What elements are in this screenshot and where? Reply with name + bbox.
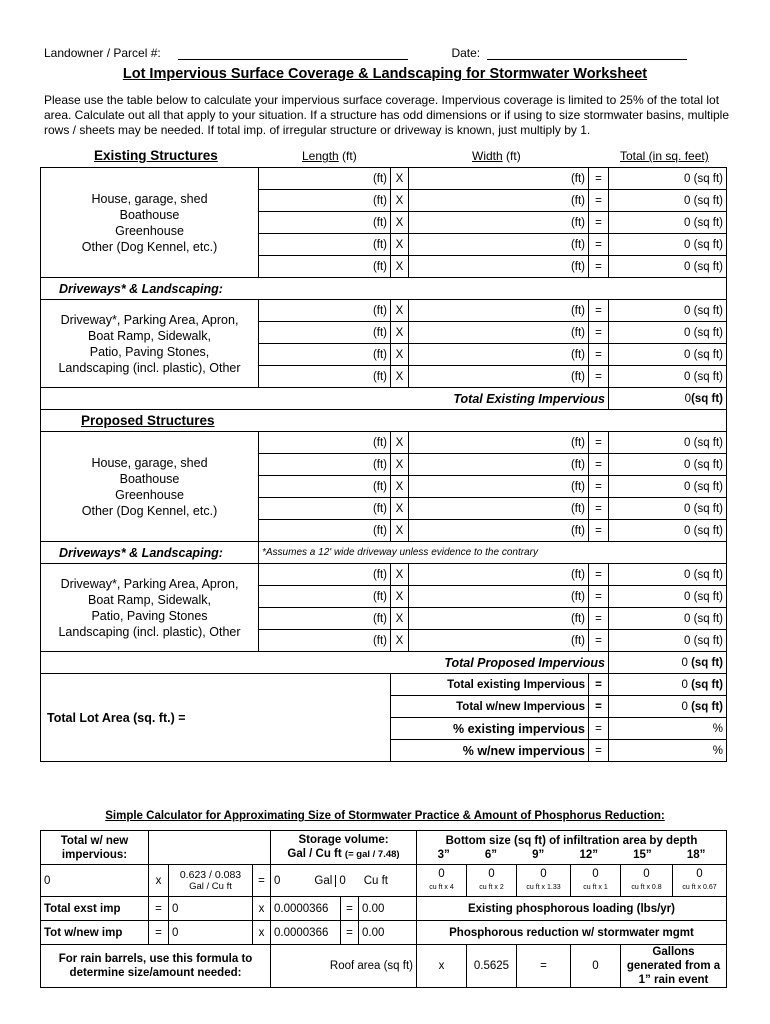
row-total: 0 (sq ft) bbox=[609, 476, 727, 498]
total-lot-area-label[interactable]: Total Lot Area (sq. ft.) = bbox=[41, 674, 391, 762]
depth-value-15: 0 cu ft x 0.8 bbox=[621, 865, 673, 897]
table-row: (ft) X (ft) = 0 (sq ft) bbox=[41, 454, 727, 476]
total-new-value[interactable]: 0 bbox=[41, 865, 149, 897]
length-input[interactable]: (ft) bbox=[259, 322, 391, 344]
proposed-driveways-heading-row bbox=[41, 542, 727, 564]
proposed-structures-heading: Proposed Structures bbox=[41, 410, 727, 432]
table-row: (ft) X (ft) = 0 (sq ft) bbox=[41, 476, 727, 498]
storage-value: 0 Gal 0 Cu ft bbox=[271, 865, 417, 897]
new-imp-row: Tot w/new imp = 0 x 0.0000366 = 0.00 Phosphorous reduction w/ stormwater mgmt bbox=[41, 921, 727, 945]
table-row: (ft) X (ft) = 0 (sq ft) bbox=[41, 630, 727, 652]
width-input[interactable]: (ft) bbox=[409, 498, 589, 520]
driveway-note: *Assumes a 12' wide driveway unless evidence to the contrary bbox=[259, 542, 727, 564]
depth-value-18: 0 cu ft x 0.67 bbox=[673, 865, 727, 897]
calc-header-row bbox=[41, 831, 727, 865]
landowner-label: Landowner / Parcel #: bbox=[44, 46, 161, 60]
length-input[interactable]: (ft) bbox=[259, 366, 391, 388]
phos-reduction-label: Phosphorous reduction w/ stormwater mgmt bbox=[417, 921, 727, 945]
width-input[interactable]: (ft) bbox=[409, 454, 589, 476]
length-input[interactable]: (ft) bbox=[259, 190, 391, 212]
table-row: (ft) X (ft) = 0 (sq ft) bbox=[41, 586, 727, 608]
summary-row: Total Lot Area (sq. ft.) = Total existing Impervious = 0 (sq ft) bbox=[41, 674, 727, 696]
total-proposed-label: Total Proposed Impervious bbox=[41, 652, 609, 674]
row-total: 0 (sq ft) bbox=[609, 168, 727, 190]
row-total: 0 (sq ft) bbox=[609, 608, 727, 630]
pct-existing-label: % existing impervious bbox=[391, 718, 589, 740]
length-input[interactable]: (ft) bbox=[259, 630, 391, 652]
length-input[interactable]: (ft) bbox=[259, 454, 391, 476]
length-input[interactable]: (ft) bbox=[259, 564, 391, 586]
total-new-imp-value: 0 (sq ft) bbox=[609, 696, 727, 718]
table-row: (ft) X (ft) = 0 (sq ft) bbox=[41, 344, 727, 366]
summary-row: % w/new impervious = % bbox=[41, 740, 727, 762]
table-row: (ft) X (ft) = 0 (sq ft) bbox=[41, 234, 727, 256]
bottom-size-header: Bottom size (sq ft) of infiltration area by depth 3” 6” 9” 12” 15” 18” bbox=[417, 831, 727, 865]
proposed-driveways-desc: Driveway*, Parking Area, Apron, Boat Ramp, Sidewalk, Patio, Paving Stones Landscaping (incl. plastic), Other bbox=[41, 564, 259, 652]
existing-structures-heading: Existing Structures bbox=[94, 148, 218, 163]
existing-phos-label: Existing phosphorous loading (lbs/yr) bbox=[417, 897, 727, 921]
row-total: 0 (sq ft) bbox=[609, 190, 727, 212]
intro-text: Please use the table below to calculate your impervious surface coverage. Impervious coverage is limited to 25% of the total lot area. Calculate out all that apply to your situation. If a structure has odd dimensions or if using to size stormwater basins, multiple rows / sheets may be needed. If total imp. of irregular structure or driveway is known, just multiply by 1. bbox=[44, 93, 730, 137]
roof-area-label[interactable]: Roof area (sq ft) bbox=[271, 945, 417, 988]
total-exst-imp-label: Total exst imp bbox=[41, 897, 149, 921]
total-proposed-row bbox=[41, 652, 727, 674]
summary-row: Total w/new Impervious = 0 (sq ft) bbox=[41, 696, 727, 718]
pct-existing-value: % bbox=[609, 718, 727, 740]
calc-values-row: 0 x 0.623 / 0.083 Gal / Cu ft = 0 Gal 0 Cu ft 0 cu ft x 4 0 cu ft x 2 0 cu ft x 1.33 0 cu ft x 1 0 cu ft x 0.8 0 cu ft x 0.67 bbox=[41, 865, 727, 897]
total-new-header: Total w/ new impervious: bbox=[41, 831, 149, 865]
width-input[interactable]: (ft) bbox=[409, 190, 589, 212]
table-row: Driveway*, Parking Area, Apron, Boat Ramp, Sidewalk, Patio, Paving Stones, Landscaping (incl. plastic), Other (ft) X (ft) = 0 (sq ft) bbox=[41, 300, 727, 322]
length-input[interactable]: (ft) bbox=[259, 586, 391, 608]
row-total: 0 (sq ft) bbox=[609, 564, 727, 586]
row-total: 0 (sq ft) bbox=[609, 300, 727, 322]
total-new-imp-label: Total w/new Impervious bbox=[391, 696, 589, 718]
page-title: Lot Impervious Surface Coverage & Landscaping for Stormwater Worksheet bbox=[122, 66, 648, 82]
total-existing-row bbox=[41, 388, 727, 410]
width-input[interactable]: (ft) bbox=[409, 344, 589, 366]
width-input[interactable]: (ft) bbox=[409, 630, 589, 652]
total-exst-imp-value: 0 bbox=[169, 897, 253, 921]
existing-phos-value: 0.00 bbox=[359, 897, 417, 921]
length-input[interactable]: (ft) bbox=[259, 234, 391, 256]
table-row: (ft) X (ft) = 0 (sq ft) bbox=[41, 322, 727, 344]
table-row: (ft) X (ft) = 0 (sq ft) bbox=[41, 190, 727, 212]
table-row: (ft) X (ft) = 0 (sq ft) bbox=[41, 498, 727, 520]
calculator-title: Simple Calculator for Approximating Size of Stormwater Practice & Amount of Phosphorus Reduction: bbox=[105, 810, 665, 822]
rain-barrel-row: For rain barrels, use this formula to determine size/amount needed: Roof area (sq ft) x 0.5625 = 0 Gallons generated from a 1” rain event bbox=[41, 945, 727, 988]
proposed-heading-row bbox=[41, 410, 727, 432]
storage-header: Storage volume: Gal / Cu ft (= gal / 7.48) bbox=[271, 831, 417, 865]
landowner-field[interactable] bbox=[178, 48, 408, 60]
depth-value-6: 0 cu ft x 2 bbox=[467, 865, 517, 897]
pct-new-value: % bbox=[609, 740, 727, 762]
table-row: (ft) X (ft) = 0 (sq ft) bbox=[41, 366, 727, 388]
depth-value-3: 0 cu ft x 4 bbox=[417, 865, 467, 897]
length-input[interactable]: (ft) bbox=[259, 476, 391, 498]
length-input[interactable]: (ft) bbox=[259, 344, 391, 366]
table-row: (ft) X (ft) = 0 (sq ft) bbox=[41, 520, 727, 542]
row-total: 0 (sq ft) bbox=[609, 366, 727, 388]
header-row bbox=[44, 46, 687, 60]
row-total: 0 (sq ft) bbox=[609, 432, 727, 454]
total-proposed-value: 0 (sq ft) bbox=[609, 652, 727, 674]
width-input[interactable]: (ft) bbox=[409, 366, 589, 388]
length-input[interactable]: (ft) bbox=[259, 256, 391, 278]
calculator-table bbox=[40, 830, 727, 988]
pct-new-label: % w/new impervious bbox=[391, 740, 589, 762]
driveways-heading: Driveways* & Landscaping: bbox=[41, 542, 259, 564]
summary-row: % existing impervious = % bbox=[41, 718, 727, 740]
table-row: (ft) X (ft) = 0 (sq ft) bbox=[41, 608, 727, 630]
table-row: Driveway*, Parking Area, Apron, Boat Ramp, Sidewalk, Patio, Paving Stones Landscaping (incl. plastic), Other (ft) X (ft) = 0 (sq ft) bbox=[41, 564, 727, 586]
width-header: Width (ft) bbox=[472, 149, 521, 163]
width-input[interactable]: (ft) bbox=[409, 212, 589, 234]
length-input[interactable]: (ft) bbox=[259, 498, 391, 520]
width-input[interactable]: (ft) bbox=[409, 234, 589, 256]
row-total: 0 (sq ft) bbox=[609, 498, 727, 520]
width-input[interactable]: (ft) bbox=[409, 322, 589, 344]
impervious-table bbox=[40, 167, 727, 762]
width-input[interactable]: (ft) bbox=[409, 256, 589, 278]
width-input[interactable]: (ft) bbox=[409, 432, 589, 454]
row-total: 0 (sq ft) bbox=[609, 520, 727, 542]
width-input[interactable]: (ft) bbox=[409, 564, 589, 586]
rain-barrel-label: For rain barrels, use this formula to determine size/amount needed: bbox=[41, 945, 271, 988]
gallons-value: 0 bbox=[571, 945, 621, 988]
length-input[interactable]: (ft) bbox=[259, 168, 391, 190]
row-total: 0 (sq ft) bbox=[609, 234, 727, 256]
total-header: Total (in sq. feet) bbox=[620, 149, 709, 163]
proposed-structures-desc: House, garage, shed Boathouse Greenhouse Other (Dog Kennel, etc.) bbox=[41, 432, 259, 542]
width-input[interactable]: (ft) bbox=[409, 608, 589, 630]
total-existing-value: 0(sq ft) bbox=[609, 388, 727, 410]
row-total: 0 (sq ft) bbox=[609, 256, 727, 278]
driveways-heading: Driveways* & Landscaping: bbox=[41, 278, 727, 300]
row-total: 0 (sq ft) bbox=[609, 586, 727, 608]
exst-imp-row: Total exst imp = 0 x 0.0000366 = 0.00 Existing phosphorous loading (lbs/yr) bbox=[41, 897, 727, 921]
table-row: House, garage, shed Boathouse Greenhouse Other (Dog Kennel, etc.) (ft) X (ft) = 0 (sq ft) bbox=[41, 168, 727, 190]
table-row: (ft) X (ft) = 0 (sq ft) bbox=[41, 212, 727, 234]
row-total: 0 (sq ft) bbox=[609, 344, 727, 366]
row-total: 0 (sq ft) bbox=[609, 212, 727, 234]
length-input[interactable]: (ft) bbox=[259, 212, 391, 234]
width-input[interactable]: (ft) bbox=[409, 476, 589, 498]
width-input[interactable]: (ft) bbox=[409, 300, 589, 322]
total-existing-label: Total Existing Impervious bbox=[41, 388, 609, 410]
width-input[interactable]: (ft) bbox=[409, 520, 589, 542]
driveways-heading-row bbox=[41, 278, 727, 300]
existing-driveways-desc: Driveway*, Parking Area, Apron, Boat Ramp, Sidewalk, Patio, Paving Stones, Landscaping (incl. plastic), Other bbox=[41, 300, 259, 388]
date-field[interactable] bbox=[487, 48, 687, 60]
existing-structures-desc: House, garage, shed Boathouse Greenhouse Other (Dog Kennel, etc.) bbox=[41, 168, 259, 278]
depth-value-9: 0 cu ft x 1.33 bbox=[517, 865, 571, 897]
row-total: 0 (sq ft) bbox=[609, 454, 727, 476]
row-total: 0 (sq ft) bbox=[609, 322, 727, 344]
width-input[interactable]: (ft) bbox=[409, 586, 589, 608]
table-row: House, garage, shed Boathouse Greenhouse Other (Dog Kennel, etc.) (ft) X (ft) = 0 (sq ft) bbox=[41, 432, 727, 454]
length-input[interactable]: (ft) bbox=[259, 432, 391, 454]
tot-new-imp-label: Tot w/new imp bbox=[41, 921, 149, 945]
total-existing-imp-label: Total existing Impervious bbox=[391, 674, 589, 696]
length-input[interactable]: (ft) bbox=[259, 300, 391, 322]
depth-value-12: 0 cu ft x 1 bbox=[571, 865, 621, 897]
length-header: Length (ft) bbox=[302, 149, 357, 163]
gallons-label: Gallons generated from a 1” rain event bbox=[621, 945, 727, 988]
length-input[interactable]: (ft) bbox=[259, 608, 391, 630]
date-label: Date: bbox=[451, 46, 481, 60]
row-total: 0 (sq ft) bbox=[609, 630, 727, 652]
table-row: (ft) X (ft) = 0 (sq ft) bbox=[41, 256, 727, 278]
width-input[interactable]: (ft) bbox=[409, 168, 589, 190]
phos-reduction-value: 0.00 bbox=[359, 921, 417, 945]
length-input[interactable]: (ft) bbox=[259, 520, 391, 542]
tot-new-imp-value: 0 bbox=[169, 921, 253, 945]
ratio: 0.623 / 0.083 Gal / Cu ft bbox=[169, 865, 253, 897]
total-existing-imp-value: 0 (sq ft) bbox=[609, 674, 727, 696]
